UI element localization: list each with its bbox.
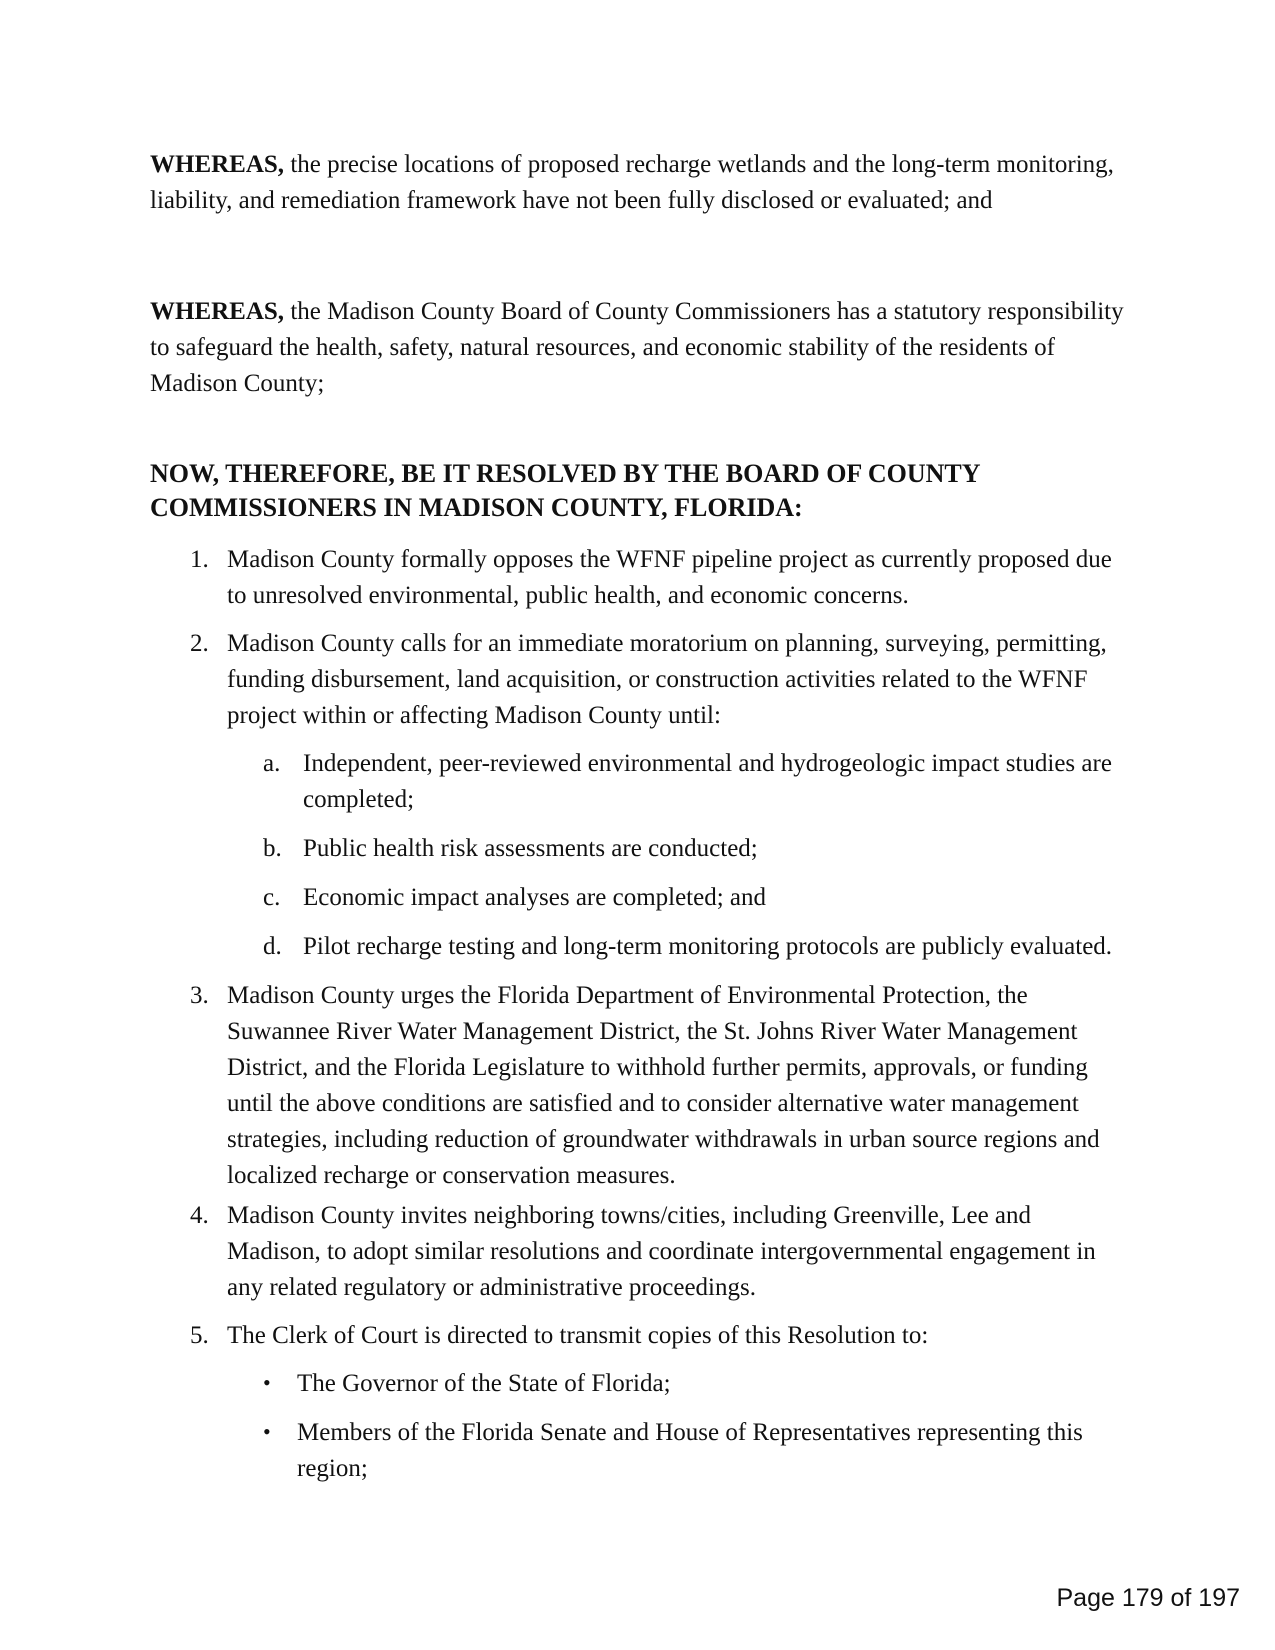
bullet-text: Members of the Florida Senate and House of Representatives representing this region; <box>297 1419 1083 1482</box>
item-number: 1. <box>190 546 209 573</box>
item-text: Madison County urges the Florida Department of Environmental Protection, the Suwannee River Water Management District, the St. Johns River Water Management District, and the Florida Legislature to withhold further permits, approvals, or funding until the above conditions are satisfied and to consider alternative water management strategies, including reduction of groundwater withdrawals in urban source regions and localized recharge or conservation measures. <box>227 982 1100 1189</box>
item-text: The Clerk of Court is directed to transmit copies of this Resolution to: <box>227 1322 929 1349</box>
resolution-item-2 <box>150 626 1130 734</box>
subitem-letter: b. <box>263 835 282 862</box>
whereas-paragraph-1 <box>150 147 1130 219</box>
subitem-b <box>150 831 1130 867</box>
resolution-list <box>150 542 1130 1487</box>
subitem-a <box>150 746 1130 818</box>
item-text: Madison County calls for an immediate moratorium on planning, surveying, permitting, funding disbursement, land acquisition, or construction activities related to the WFNF project within or affecting Madison County until: <box>227 630 1107 729</box>
item-number: 4. <box>190 1202 209 1229</box>
bullet-icon: • <box>263 1370 271 1395</box>
item-text: Madison County formally opposes the WFNF pipeline project as currently proposed due to unresolved environmental, public health, and economic concerns. <box>227 546 1112 609</box>
condition-sublist <box>150 746 1130 965</box>
resolution-item-3 <box>150 978 1130 1194</box>
whereas-text: the precise locations of proposed recharge wetlands and the long-term monitoring, liability, and remediation framework have not been fully disclosed or evaluated; and <box>150 151 1114 214</box>
resolution-item-4 <box>150 1198 1130 1306</box>
subitem-text: Public health risk assessments are conducted; <box>303 835 758 862</box>
resolution-item-1 <box>150 542 1130 614</box>
subitem-letter: c. <box>263 884 281 911</box>
recipient-bullet-list <box>150 1366 1130 1487</box>
subitem-letter: a. <box>263 750 281 777</box>
item-number: 3. <box>190 982 209 1009</box>
bullet-item-1 <box>150 1366 1130 1402</box>
bullet-text: The Governor of the State of Florida; <box>297 1370 671 1397</box>
page-number: Page 179 of 197 <box>1056 1584 1240 1612</box>
bullet-item-2 <box>150 1415 1130 1487</box>
item-text: Madison County invites neighboring towns/cities, including Greenville, Lee and Madison, to adopt similar resolutions and coordinate intergovernmental engagement in any related regulatory or administrative proceedings. <box>227 1202 1096 1301</box>
whereas-label: WHEREAS, <box>150 298 285 325</box>
subitem-text: Independent, peer-reviewed environmental and hydrogeologic impact studies are completed; <box>303 750 1112 813</box>
bullet-icon: • <box>263 1419 271 1444</box>
subitem-text: Pilot recharge testing and long-term monitoring protocols are publicly evaluated. <box>303 933 1113 960</box>
item-number: 2. <box>190 630 209 657</box>
subitem-d <box>150 929 1130 965</box>
whereas-text: the Madison County Board of County Commissioners has a statutory responsibility to safeguard the health, safety, natural resources, and economic stability of the residents of Madison County; <box>150 298 1124 397</box>
subitem-c <box>150 880 1130 916</box>
whereas-label: WHEREAS, <box>150 151 285 178</box>
whereas-paragraph-2 <box>150 294 1130 402</box>
subitem-letter: d. <box>263 933 282 960</box>
resolution-item-5 <box>150 1318 1130 1354</box>
document-content <box>150 147 1130 1500</box>
item-number: 5. <box>190 1322 209 1349</box>
resolved-heading: NOW, THEREFORE, BE IT RESOLVED BY THE BOARD OF COUNTY COMMISSIONERS IN MADISON COUNTY, FLORIDA: <box>150 459 980 522</box>
subitem-text: Economic impact analyses are completed; and <box>303 884 767 911</box>
